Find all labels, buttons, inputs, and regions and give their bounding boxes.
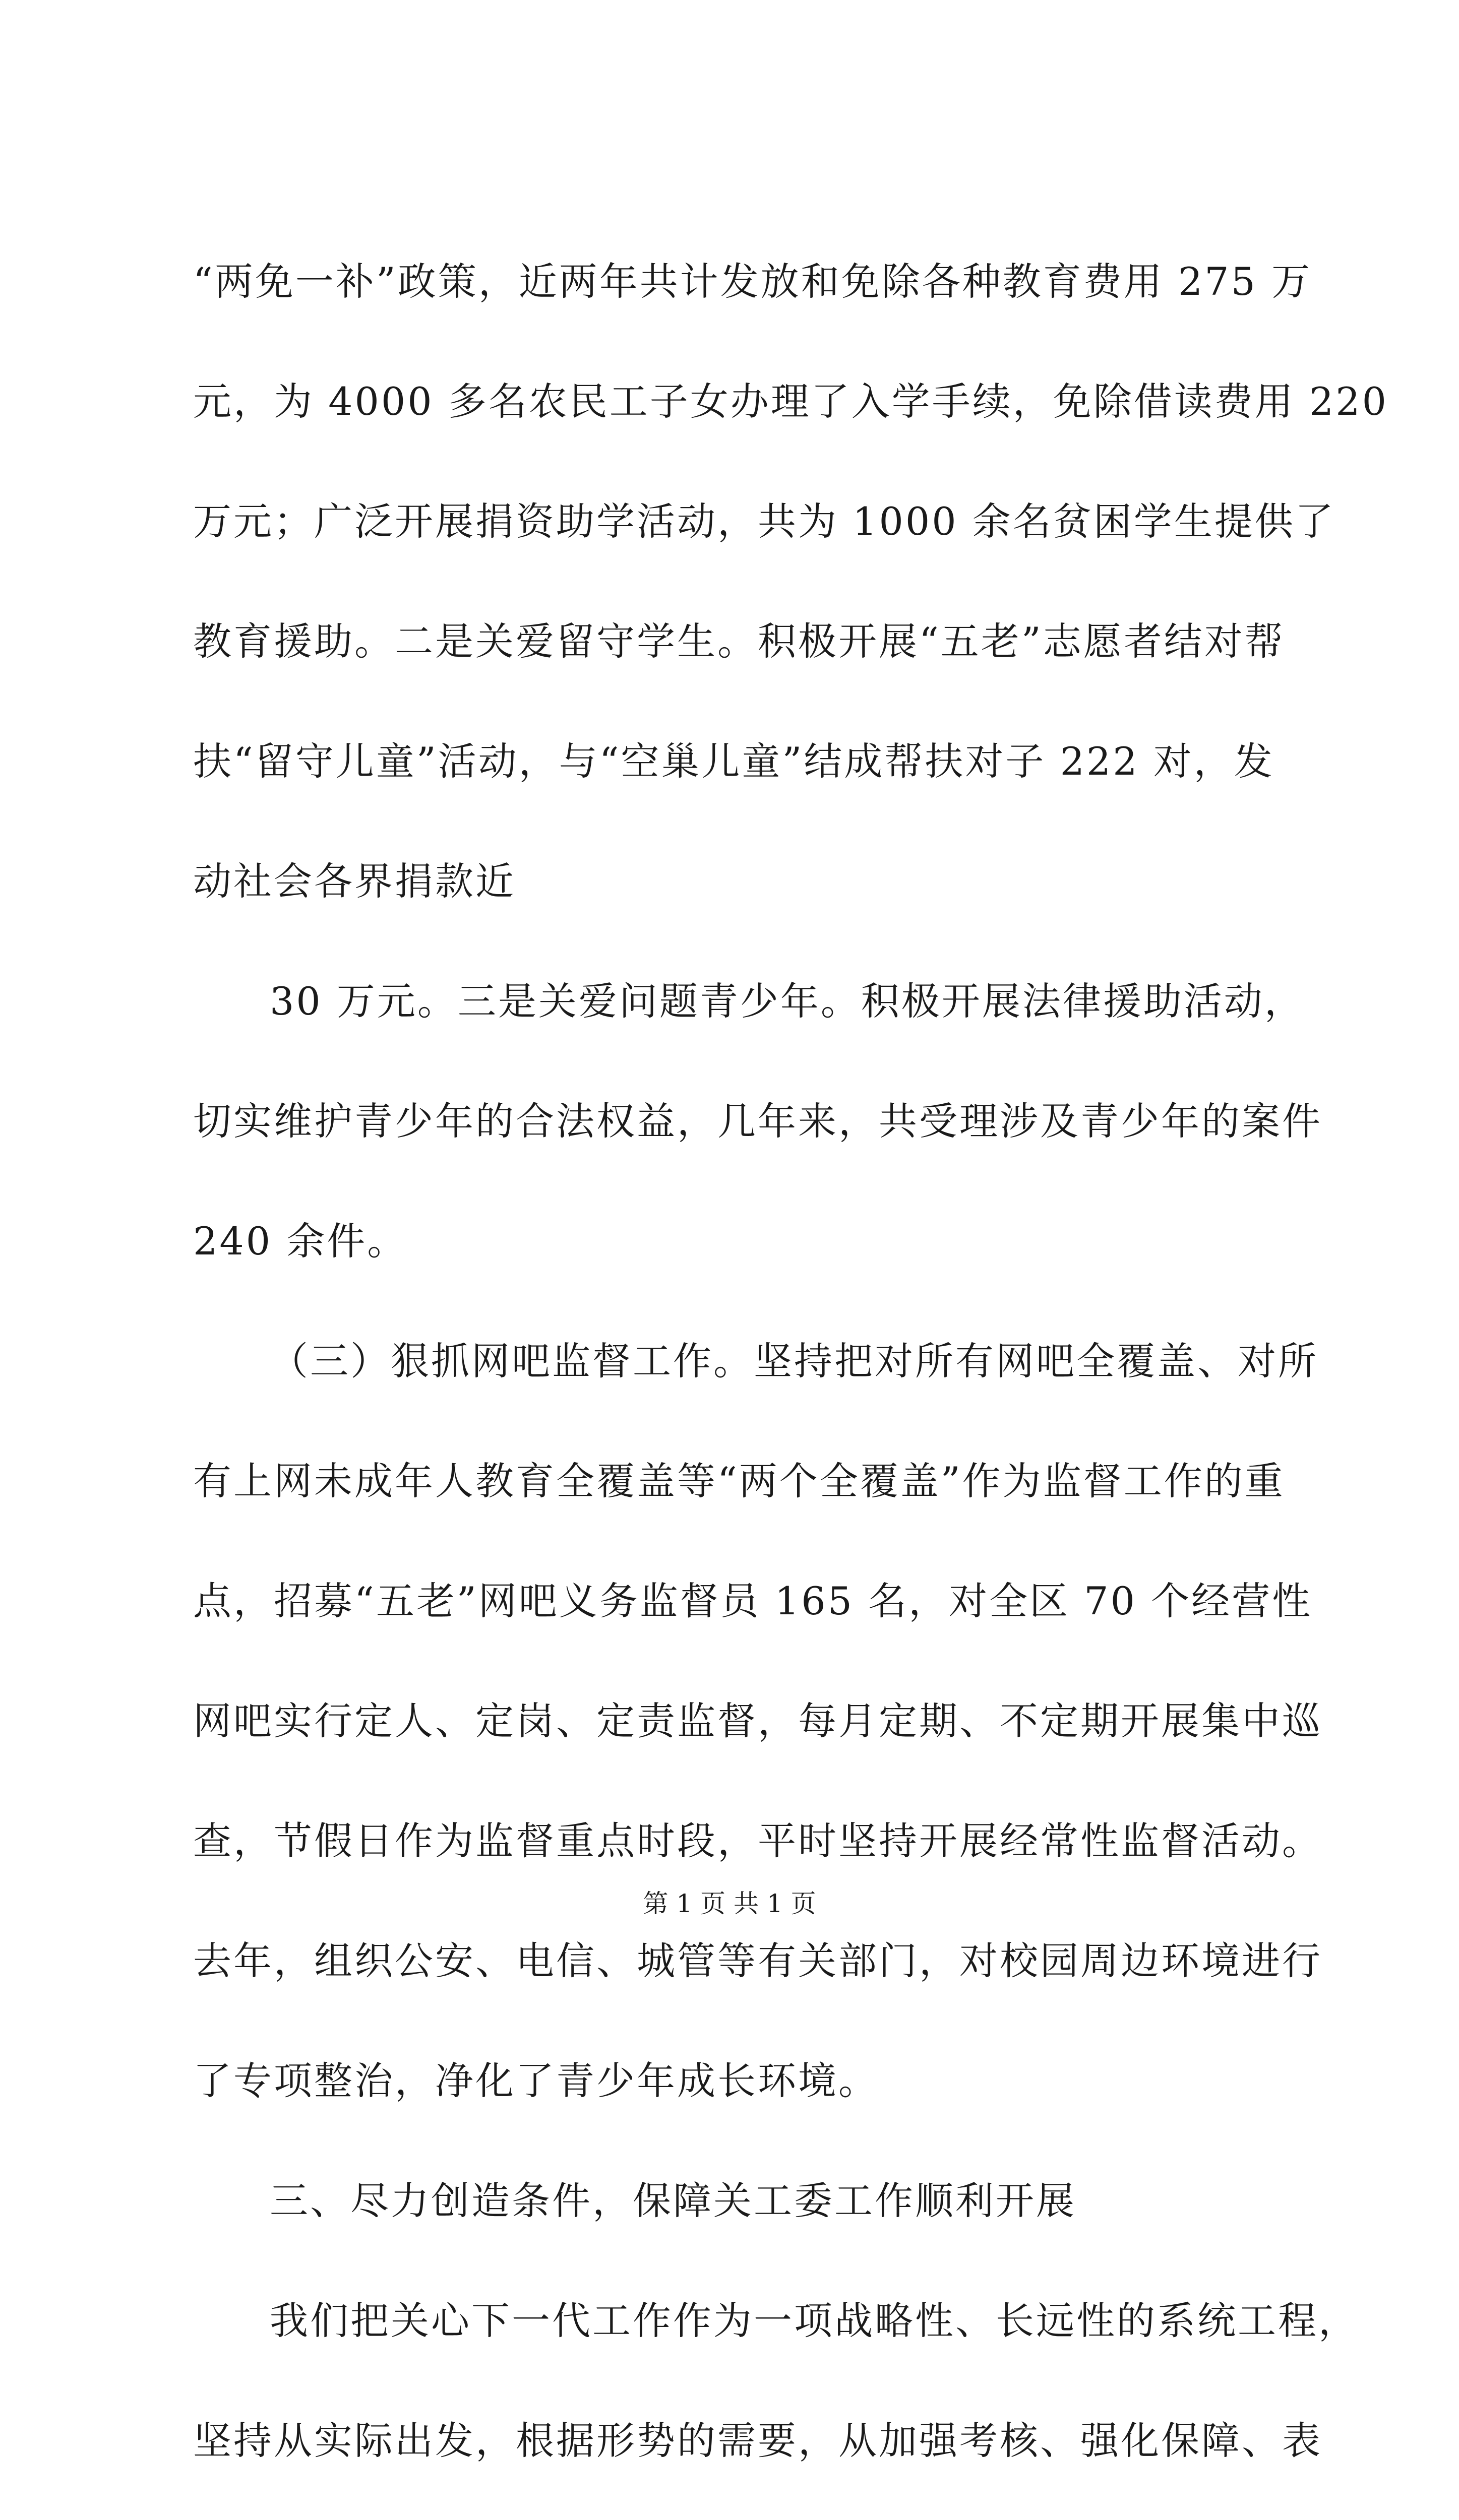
text-line: 元，为 4000 多名农民工子女办理了入学手续，免除借读费用 220 [193, 379, 1388, 424]
text-line: 动社会各界捐款近 [193, 859, 516, 904]
text-line: 查，节假日作为监督重点时段，平时坚持开展经常性监督活动。 [193, 1818, 1322, 1863]
text-line: 切实维护青少年的合法权益，几年来，共受理涉及青少年的案件 [193, 1099, 1322, 1144]
text-line: 教育援助。二是关爱留守学生。积极开展“五老”志愿者结对帮 [193, 619, 1285, 664]
page-footer: 第 1 页 共 1 页 [643, 1889, 816, 1918]
document-body [193, 222, 1388, 2520]
text-line: 去年，组织公安、电信、城管等有关部门，对校园周边环境进行 [193, 1938, 1322, 1983]
text-line: 网吧实行定人、定岗、定责监督，每月定期、不定期开展集中巡 [193, 1698, 1322, 1743]
text-line: 30 万元。三是关爱问题青少年。积极开展法律援助活动， [270, 979, 1305, 1024]
section-heading: （三）狠抓网吧监督工作。坚持把对所有网吧全覆盖、对所 [270, 1339, 1318, 1383]
text-line: 我们把关心下一代工作作为一项战略性、长远性的系统工程， [270, 2298, 1359, 2343]
text-line: 扶“留守儿童”活动，与“空巢儿童”结成帮扶对子 222 对，发 [193, 739, 1274, 784]
text-line: 坚持从实际出发，根据形势的需要，从加强考核、强化保障、表 [193, 2418, 1322, 2463]
text-line: 了专项整治，净化了青少年成长环境。 [193, 2058, 879, 2103]
section-heading: 三、尽力创造条件，保障关工委工作顺利开展 [270, 2178, 1076, 2223]
text-line [193, 2501, 1262, 2520]
text-line: “两免一补”政策，近两年共计发放和免除各种教育费用 275 万 [193, 259, 1312, 304]
text-line: 万元；广泛开展捐资助学活动，共为 1000 余名贫困学生提供了 [193, 499, 1335, 544]
text-line: 有上网未成年人教育全覆盖等“两个全覆盖”作为监督工作的重 [193, 1459, 1285, 1503]
text-line: 点，招募“五老”网吧义务监督员 165 名，对全区 70 个经营性 [193, 1579, 1313, 1623]
text-line: 240 余件。 [193, 1219, 408, 1264]
